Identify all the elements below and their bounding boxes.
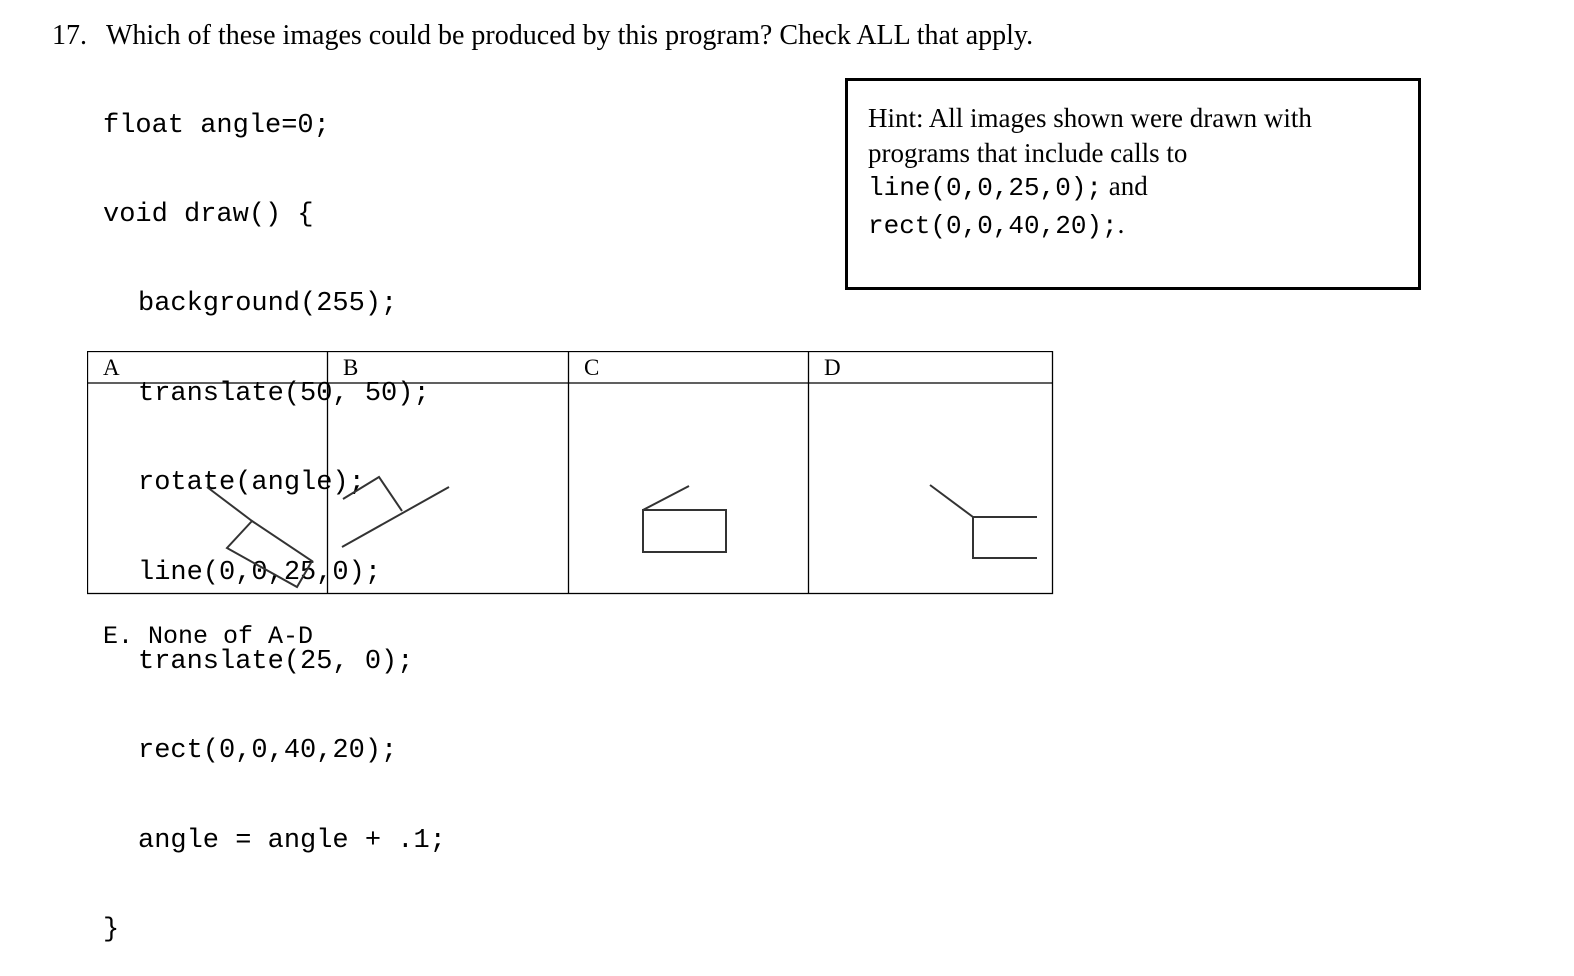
- choice-image-b[interactable]: [342, 477, 449, 547]
- hint-line-1: Hint: All images shown were drawn with: [868, 103, 1312, 133]
- hint-line-3: [868, 171, 1148, 203]
- question-text: [52, 20, 1033, 52]
- choice-label-a: A: [103, 355, 120, 380]
- code-line: angle = angle + .1;: [138, 825, 446, 856]
- choice-image-c[interactable]: [643, 486, 726, 552]
- code-line: line(0,0,25,0);: [138, 557, 382, 588]
- hint-code-line: line(0,0,25,0);: [868, 173, 1103, 203]
- option-e[interactable]: E. None of A-D: [103, 622, 314, 651]
- code-line: void draw() {: [103, 199, 314, 230]
- choice-label-d: D: [824, 355, 841, 380]
- hint-period: .: [1117, 209, 1125, 239]
- hint-and: and: [1102, 171, 1148, 201]
- image-d-rect: [973, 517, 1037, 558]
- image-a-line: [207, 487, 252, 521]
- hint-box: [845, 78, 1421, 290]
- code-line: background(255);: [138, 289, 398, 320]
- choices-grid: [87, 351, 1057, 597]
- hint-line-4: [868, 209, 1124, 241]
- hint-line-2: programs that include calls to: [868, 138, 1188, 168]
- image-d-line: [930, 485, 973, 517]
- code-line: }: [103, 915, 120, 946]
- image-b-line: [342, 487, 449, 547]
- choice-label-c: C: [584, 355, 600, 380]
- hint-code-rect: rect(0,0,40,20);: [868, 211, 1118, 241]
- table-grid-lines: [88, 352, 1053, 594]
- choice-image-d[interactable]: [930, 485, 1037, 558]
- choices-table: [87, 351, 1057, 597]
- image-c-line: [643, 486, 689, 510]
- choice-image-a[interactable]: [207, 487, 312, 587]
- code-line: translate(25, 0);: [138, 646, 414, 677]
- code-line: float angle=0;: [103, 110, 330, 141]
- question-number: 17.: [52, 20, 87, 51]
- image-c-rect: [643, 510, 726, 552]
- image-a-rect: [227, 521, 312, 587]
- choice-label-b: B: [343, 355, 359, 380]
- code-line: rotate(angle);: [138, 468, 365, 499]
- code-line: translate(50, 50);: [138, 378, 430, 409]
- question-prompt: Which of these images could be produced by this program? Check ALL that apply.: [106, 20, 1034, 51]
- code-line: rect(0,0,40,20);: [138, 736, 398, 767]
- image-b-rect: [343, 477, 402, 511]
